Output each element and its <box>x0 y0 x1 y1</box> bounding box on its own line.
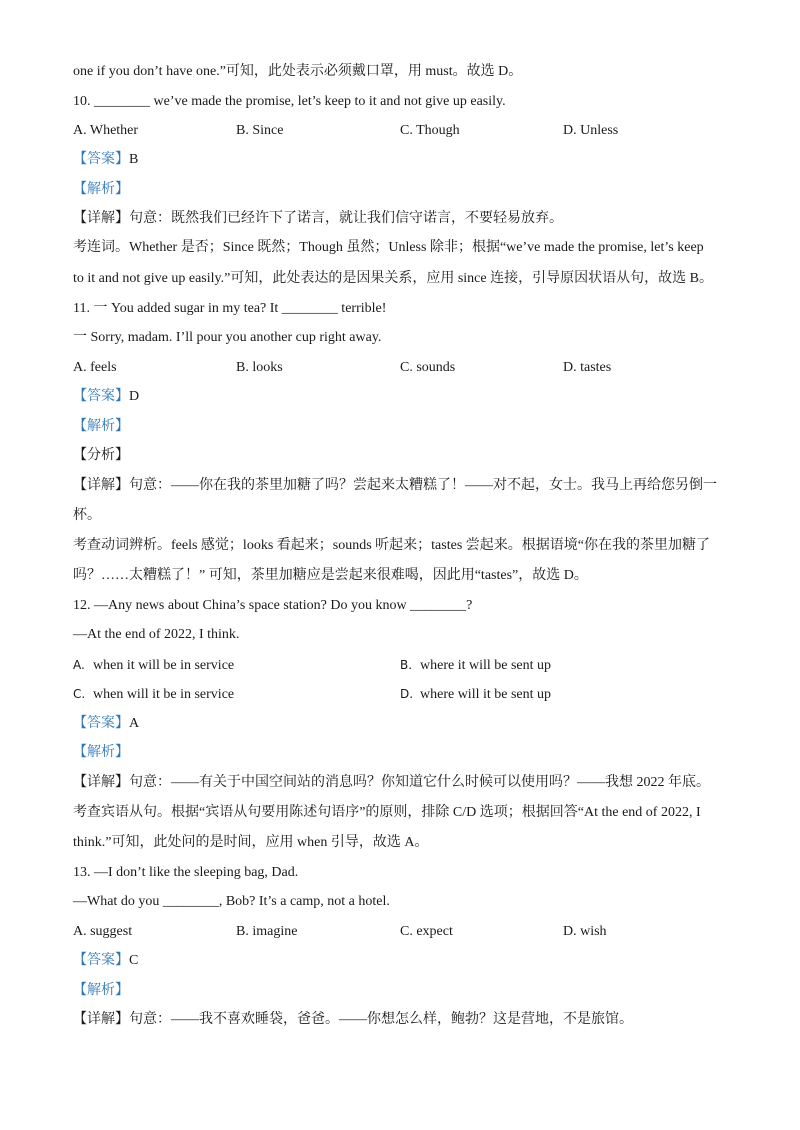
question-11-stem: 11. 一 You added sugar in my tea? It ________ terrible! <box>73 301 387 316</box>
answer-line <box>73 388 740 406</box>
explain-line: 吗？……太糟糕了！” 可知，茶里加糖应是尝起来很难喝，因此用“tastes”，故选 D。 <box>73 568 588 583</box>
answer-line <box>73 151 740 169</box>
option-a: A. feels <box>73 360 117 375</box>
question-10-options <box>73 122 753 140</box>
detail-line: 【详解】句意：——你在我的茶里加糖了吗？尝起来太糟糕了！——对不起，女士。我马上再给您另倒一 <box>73 478 717 493</box>
option-a: A. when it will be in service <box>73 658 235 673</box>
answer-tag: 【答案】 <box>73 953 129 968</box>
answer-value: B <box>129 152 139 167</box>
question-11-stem: 一 Sorry, madam. I’ll pour you another cup right away. <box>73 330 382 345</box>
answer-value: C <box>129 953 139 968</box>
option-c: C. sounds <box>400 360 456 375</box>
option-b: B. imagine <box>236 924 298 939</box>
option-c: C. Though <box>400 123 460 138</box>
option-d: D. tastes <box>563 360 612 375</box>
answer-tag: 【答案】 <box>73 716 129 731</box>
answer-tag: 【答案】 <box>73 389 129 404</box>
detail-line: 杯。 <box>73 508 101 523</box>
detail-line: 【详解】句意：既然我们已经许下了诺言，就让我们信守诺言，不要轻易放弃。 <box>73 211 563 226</box>
detail-line: 【详解】句意：——有关于中国空间站的消息吗？你知道它什么时候可以使用吗？——我想 2022 年底。 <box>73 775 710 790</box>
question-13-options <box>73 923 753 941</box>
option-b: B. Since <box>236 123 284 138</box>
question-11-options <box>73 359 753 377</box>
analysis-tag: 【解析】 <box>73 745 129 760</box>
answer-line <box>73 715 740 733</box>
analysis-tag: 【解析】 <box>73 419 129 434</box>
analysis-tag: 【解析】 <box>73 983 129 998</box>
explain-line: 考查宾语从句。根据“宾语从句要用陈述句语序”的原则，排除 C/D 选项；根据回答“At the end of 2022, I <box>73 805 701 820</box>
question-12-stem: 12. —Any news about China’s space station? Do you know ________? <box>73 598 473 613</box>
explain-line: think.”可知，此处问的是时间，应用 when 引导，故选 A。 <box>73 835 429 850</box>
question-13-stem: 13. —I don’t like the sleeping bag, Dad. <box>73 865 299 880</box>
analysis-tag: 【解析】 <box>73 182 129 197</box>
option-b: B. where it will be sent up <box>400 658 552 673</box>
fenxi-tag: 【分析】 <box>73 448 129 463</box>
option-b: B. looks <box>236 360 283 375</box>
explain-line: 考查动词辨析。feels 感觉；looks 看起来；sounds 听起来；tastes 尝起来。根据语境“你在我的茶里加糖了 <box>73 538 710 553</box>
answer-tag: 【答案】 <box>73 152 129 167</box>
explain-line: 考连词。Whether 是否；Since 既然；Though 虽然；Unless 除非；根据“we’ve made the promise, let’s keep <box>73 240 704 255</box>
option-d: D. Unless <box>563 123 619 138</box>
answer-line <box>73 952 740 970</box>
explain-line: to it and not give up easily.”可知，此处表达的是因果关系，应用 since 连接，引导原因状语从句，故选 B。 <box>73 271 713 286</box>
option-d: D. wish <box>563 924 607 939</box>
question-13-stem: —What do you ________, Bob? It’s a camp, not a hotel. <box>73 894 390 909</box>
answer-value: D <box>129 389 140 404</box>
question-12-options-row1 <box>73 656 753 674</box>
answer-value: A <box>129 716 140 731</box>
option-a: A. suggest <box>73 924 133 939</box>
question-12-options-row2 <box>73 685 753 703</box>
question-10-stem: 10. ________ we’ve made the promise, let’s keep to it and not give up easily. <box>73 94 506 109</box>
option-c: C. expect <box>400 924 453 939</box>
option-d: D. where will it be sent up <box>400 687 552 702</box>
text-line: one if you don’t have one.”可知，此处表示必须戴口罩，用 must。故选 D。 <box>73 64 523 79</box>
question-12-stem: —At the end of 2022, I think. <box>73 627 240 642</box>
detail-line: 【详解】句意：——我不喜欢睡袋，爸爸。——你想怎么样，鲍勃？这是营地，不是旅馆。 <box>73 1012 633 1027</box>
option-a: A. Whether <box>73 123 139 138</box>
option-c: C. when will it be in service <box>73 687 235 702</box>
